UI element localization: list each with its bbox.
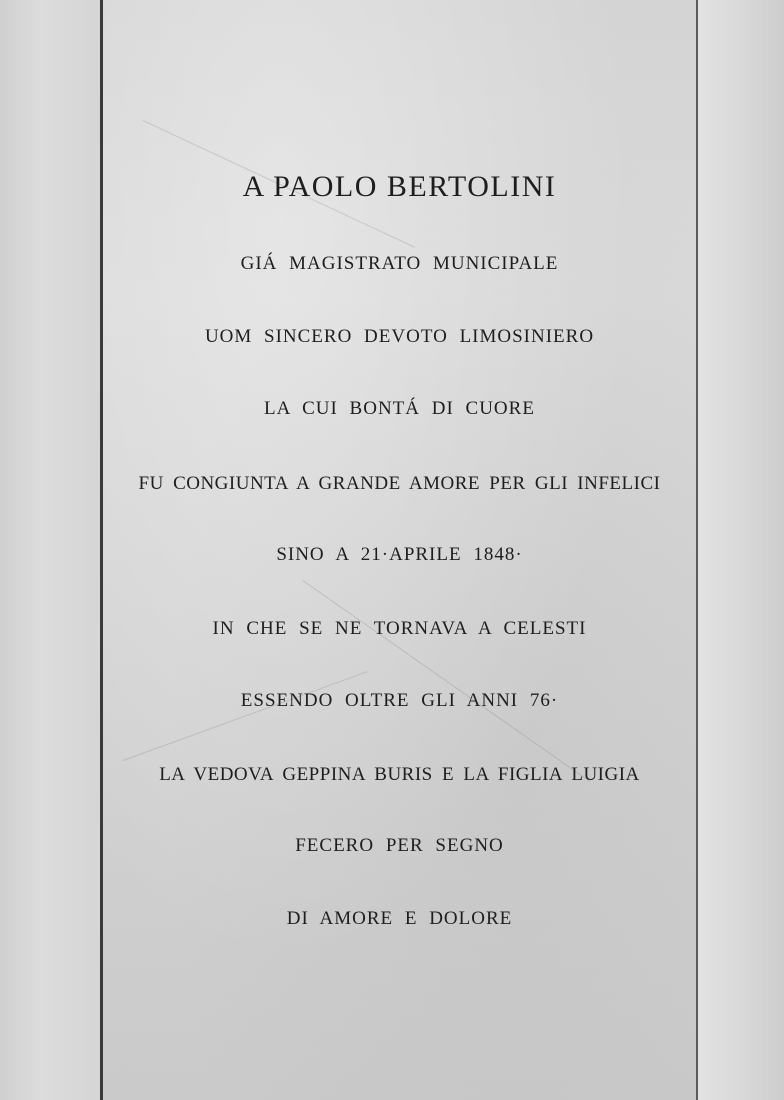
marble-vein bbox=[302, 580, 589, 782]
marble-plaque bbox=[100, 0, 698, 1100]
inscription-line: ESSENDO OLTRE GLI ANNI 76· bbox=[240, 690, 559, 711]
inscription-line: IN CHE SE NE TORNAVA A CELESTI bbox=[212, 618, 587, 639]
inscription-line: DI AMORE E DOLORE bbox=[286, 908, 513, 929]
inscription-line: LA CUI BONTÁ DI CUORE bbox=[264, 398, 535, 419]
inscription-title: A PAOLO BERTOLINI bbox=[242, 170, 557, 203]
inscription-line: LA VEDOVA GEPPINA BURIS E LA FIGLIA LUIGIA bbox=[159, 764, 640, 785]
inscription-line: GIÁ MAGISTRATO MUNICIPALE bbox=[240, 253, 559, 274]
inscription-line: FECERO PER SEGNO bbox=[295, 835, 504, 856]
inscription-line: FU CONGIUNTA A GRANDE AMORE PER GLI INFELICI bbox=[138, 473, 661, 494]
marble-vein bbox=[123, 671, 368, 761]
inscription-line: UOM SINCERO DEVOTO LIMOSINIERO bbox=[204, 326, 595, 347]
inscription-line: SINO A 21·APRILE 1848· bbox=[276, 544, 523, 565]
